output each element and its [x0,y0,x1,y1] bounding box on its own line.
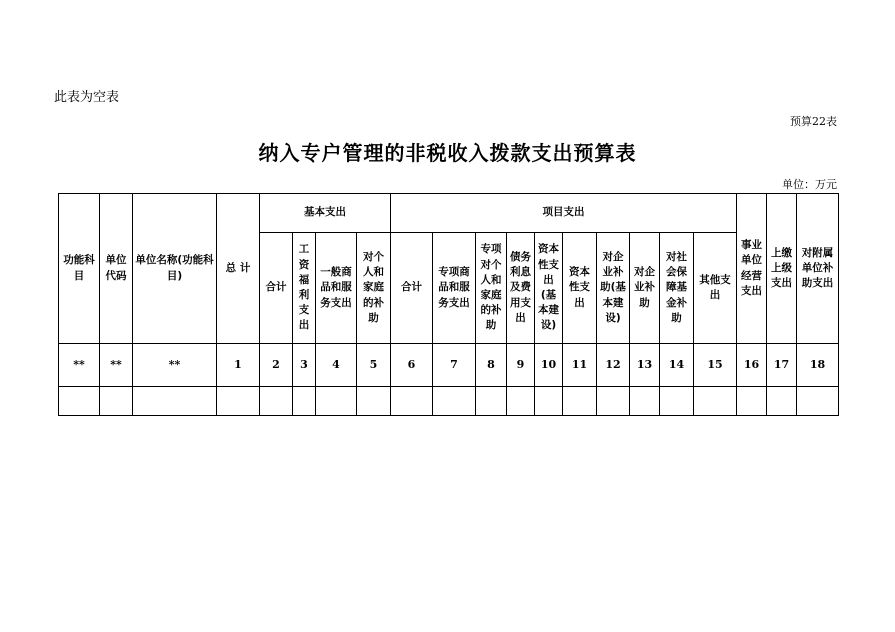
header-enterprise-subsidy-construction: 对企业补助(基本建设) [597,233,630,344]
header-debt-interest: 债务利息及费用支出 [507,233,535,344]
index-cell: ** [59,344,100,387]
header-goods-services: 一般商品和服务支出 [316,233,357,344]
header-enterprise-subsidy: 对企业补助 [630,233,660,344]
index-cell: 12 [597,344,630,387]
index-cell: 13 [630,344,660,387]
empty-cell [59,387,100,416]
empty-cell [597,387,630,416]
header-subsidiary-subsidy: 对附属单位补助支出 [797,194,839,344]
header-unit-code: 单位代码 [100,194,133,344]
index-cell: ** [100,344,133,387]
empty-cell [630,387,660,416]
index-cell: 1 [217,344,260,387]
index-cell: 18 [797,344,839,387]
header-household-subsidy: 对个人和家庭的补助 [357,233,391,344]
budget-table [58,193,839,416]
header-capital-construction: 资本性支出(基本建设) [535,233,563,344]
header-project-total: 合计 [391,233,433,344]
index-cell: 6 [391,344,433,387]
index-cell: 10 [535,344,563,387]
header-capital-expenditure: 资本性支出 [563,233,597,344]
index-cell: 14 [660,344,694,387]
index-cell: 3 [293,344,316,387]
index-cell: 16 [737,344,767,387]
empty-cell [391,387,433,416]
empty-cell [797,387,839,416]
header-special-household-subsidy: 专项对个人和家庭的补助 [476,233,507,344]
empty-data-row [59,387,839,416]
header-social-security-subsidy: 对社会保障基金补助 [660,233,694,344]
empty-cell [100,387,133,416]
empty-cell [737,387,767,416]
index-cell: 11 [563,344,597,387]
empty-cell [316,387,357,416]
table-number: 预算22表 [790,115,837,128]
index-row [59,344,839,387]
empty-cell [535,387,563,416]
header-basic-expenditure: 基本支出 [260,194,391,233]
empty-cell [563,387,597,416]
header-higher-level-remittance: 上缴上级支出 [767,194,797,344]
header-other-expenditure: 其他支出 [694,233,737,344]
index-cell: 15 [694,344,737,387]
index-cell: 8 [476,344,507,387]
empty-cell [507,387,535,416]
index-cell: 4 [316,344,357,387]
empty-cell [476,387,507,416]
index-cell: 2 [260,344,293,387]
header-project-expenditure: 项目支出 [391,194,737,233]
empty-cell [433,387,476,416]
index-cell: ** [133,344,217,387]
empty-cell [133,387,217,416]
index-cell: 17 [767,344,797,387]
empty-cell [260,387,293,416]
unit-label: 单位：万元 [782,178,837,191]
page-title: 纳入专户管理的非税收入拨款支出预算表 [258,141,637,165]
index-cell: 9 [507,344,535,387]
header-func-subject: 功能科目 [59,194,100,344]
empty-cell [694,387,737,416]
header-business-expenditure: 事业单位经营支出 [737,194,767,344]
empty-cell [357,387,391,416]
header-salary-welfare: 工资福利支出 [293,233,316,344]
header-unit-name: 单位名称(功能科目) [133,194,217,344]
empty-cell [767,387,797,416]
header-basic-total: 合计 [260,233,293,344]
empty-cell [293,387,316,416]
empty-cell [217,387,260,416]
header-special-goods-services: 专项商品和服务支出 [433,233,476,344]
index-cell: 7 [433,344,476,387]
index-cell: 5 [357,344,391,387]
empty-cell [660,387,694,416]
empty-table-note: 此表为空表 [54,90,120,105]
header-total: 总 计 [217,194,260,344]
